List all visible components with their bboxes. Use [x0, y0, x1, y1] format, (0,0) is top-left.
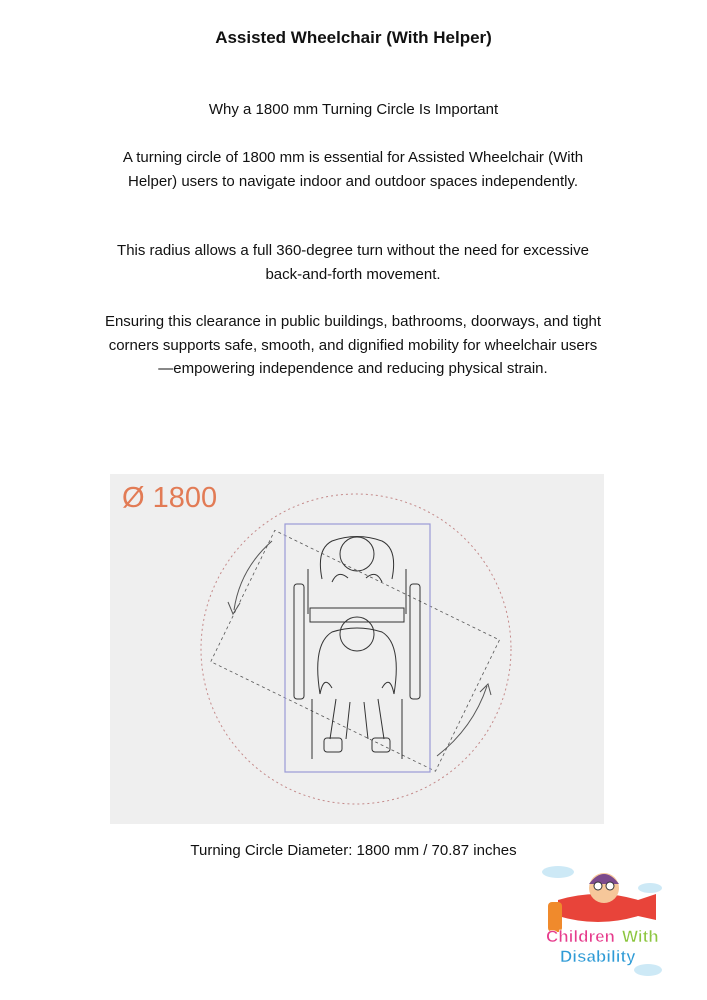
cloud-icon: [638, 883, 662, 893]
turning-circle: [201, 494, 511, 804]
logo-mark: [538, 858, 668, 983]
paragraph-3: Ensuring this clearance in public buildings, bathrooms, doorways, and tight corners supports safe, smooth, and dignified mobility for wheelchair users—empowering independence and reducing physical strain.: [104, 313, 602, 377]
wheel-left: [294, 584, 304, 699]
page-title: Assisted Wheelchair (With Helper): [215, 28, 492, 47]
diameter-label: Ø 1800: [122, 482, 218, 514]
wheel-right: [410, 584, 420, 699]
helper-body: [320, 537, 393, 580]
footprint-outline: [285, 524, 430, 772]
helper-head: [340, 537, 374, 571]
goggles-icon: [594, 882, 602, 890]
helper-arms: [332, 574, 382, 582]
paragraph-1: A turning circle of 1800 mm is essential for Assisted Wheelchair (With Helper) users to navigate indoor and outdoor spaces independently.: [122, 149, 584, 190]
section-heading: Why a 1800 mm Turning Circle Is Important: [208, 101, 499, 118]
figure-caption: Turning Circle Diameter: 1800 mm / 70.87 inches: [190, 842, 517, 859]
wheelchair-drawing: [110, 474, 604, 824]
foot-left: [324, 738, 342, 752]
cloud-icon: [634, 964, 662, 976]
goggles-icon: [606, 882, 614, 890]
user-arms: [320, 682, 394, 694]
logo-word-disability: Disability: [560, 947, 636, 966]
pilot-helmet: [589, 874, 619, 884]
rotation-arrow-right: [437, 686, 487, 756]
user-legs: [330, 699, 384, 739]
paragraph-2: This radius allows a full 360-degree turn without the need for excessive back-and-forth movement.: [117, 242, 589, 283]
rotation-arrow-left: [234, 541, 272, 610]
cloud-icon: [542, 866, 574, 878]
seat-back: [310, 608, 404, 622]
turning-circle-diagram: [110, 474, 604, 824]
children-with-disability-logo: [538, 858, 668, 988]
logo-word-with: With: [622, 927, 659, 946]
logo-word-children: Children: [546, 927, 615, 946]
